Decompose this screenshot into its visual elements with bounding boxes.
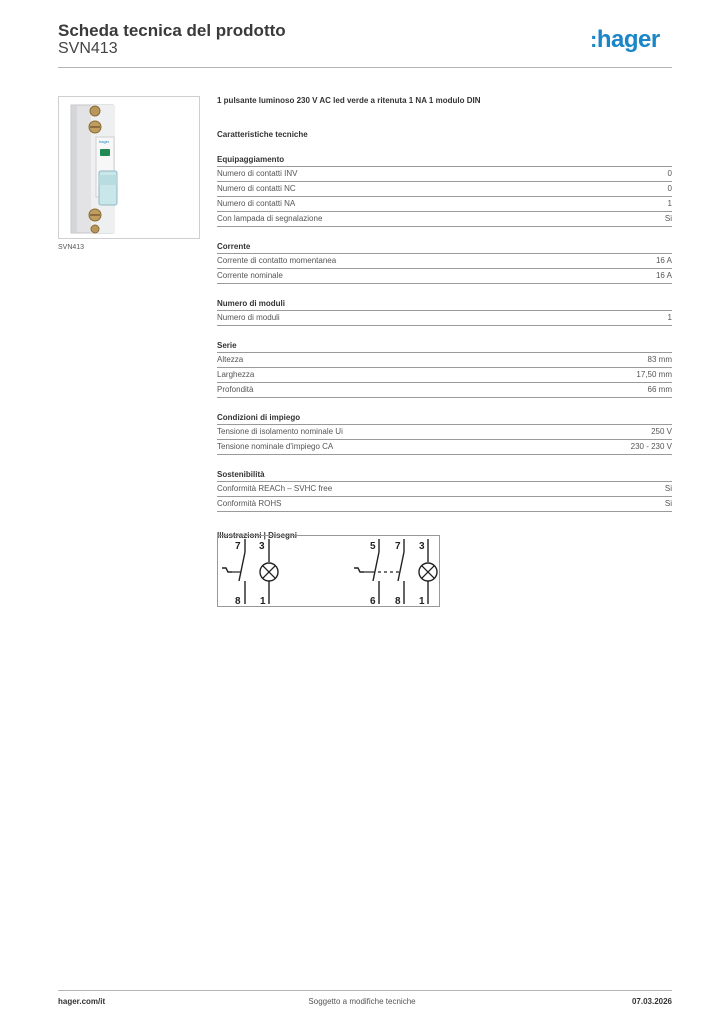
spec-row [217, 383, 672, 398]
spec-value: 83 mm [647, 355, 672, 364]
spec-label: Con lampada di segnalazione [217, 214, 323, 223]
spec-value: 66 mm [647, 385, 672, 394]
terminal-label: 3 [419, 541, 425, 552]
spec-section-equipaggiamento [217, 154, 672, 227]
spec-row [217, 425, 672, 440]
spec-row [217, 497, 672, 512]
terminal-label: 7 [395, 541, 401, 552]
spec-value: 1 [667, 313, 672, 322]
footer-date: 07.03.2026 [631, 997, 672, 1006]
terminal-label: 8 [235, 596, 241, 606]
header-divider [58, 67, 672, 68]
terminal-label: 1 [419, 596, 425, 606]
spec-value: 16 A [655, 256, 672, 265]
product-description: 1 pulsante luminoso 230 V AC led verde a ritenuta 1 NA 1 modulo DIN [217, 96, 481, 105]
spec-label: Tensione nominale d'impiego CA [217, 442, 334, 451]
spec-section-corrente [217, 241, 672, 284]
terminal-label: 8 [395, 596, 401, 606]
spec-section-serie [217, 340, 672, 398]
spec-row [217, 269, 672, 284]
photo-caption: SVN413 [58, 244, 85, 251]
spec-value: 0 [667, 184, 672, 193]
terminal-label: 6 [370, 596, 376, 606]
product-image [58, 96, 200, 239]
wiring-diagram [217, 535, 440, 607]
page-title: Scheda tecnica del prodotto [58, 21, 286, 40]
spec-label: Numero di contatti NC [217, 184, 296, 193]
spec-row [217, 353, 672, 368]
spec-row [217, 482, 672, 497]
spec-row [217, 197, 672, 212]
spec-section-sostenibilita [217, 469, 672, 512]
spec-row [217, 254, 672, 269]
brand-logo[interactable]: :hager [590, 26, 660, 53]
spec-label: Numero di moduli [217, 313, 280, 322]
tech-characteristics-heading: Caratteristiche tecniche [217, 130, 308, 139]
footer-note: Soggetto a modifiche tecniche [308, 997, 416, 1006]
spec-content [217, 95, 672, 542]
spec-label: Altezza [217, 355, 244, 364]
section-title: Corrente [217, 241, 672, 254]
spec-label: Corrente di contatto momentanea [217, 256, 337, 265]
spec-label: Profondità [217, 385, 254, 394]
spec-label: Numero di contatti INV [217, 169, 298, 178]
spec-value: 17,50 mm [636, 370, 672, 379]
section-title: Equipaggiamento [217, 154, 672, 167]
spec-label: Corrente nominale [217, 271, 283, 280]
footer-divider [58, 990, 672, 991]
wiring-diagram-svg [218, 536, 439, 606]
spec-value: Si [664, 484, 672, 493]
spec-value: Si [664, 214, 672, 223]
spec-value: 230 - 230 V [630, 442, 672, 451]
spec-row [217, 212, 672, 227]
product-code: SVN413 [58, 40, 118, 57]
spec-row [217, 311, 672, 326]
section-title: Serie [217, 340, 672, 353]
spec-value: 250 V [651, 427, 672, 436]
spec-value: Si [664, 499, 672, 508]
spec-value: 0 [667, 169, 672, 178]
terminal-label: 1 [260, 596, 266, 606]
spec-row [217, 167, 672, 182]
spec-value: 16 A [655, 271, 672, 280]
terminal-label: 7 [235, 541, 241, 552]
spec-label: Numero di contatti NA [217, 199, 296, 208]
spec-label: Larghezza [217, 370, 255, 379]
spec-label: Tensione di isolamento nominale Ui [217, 427, 343, 436]
spec-section-condizioni [217, 412, 672, 455]
spec-row [217, 182, 672, 197]
pushbutton-illustration [59, 97, 199, 238]
illustrations-heading: Illustrazioni | Disegni [217, 531, 298, 540]
spec-section-moduli [217, 298, 672, 326]
spec-row [217, 440, 672, 455]
section-title: Numero di moduli [217, 298, 672, 311]
spec-row [217, 368, 672, 383]
section-title: Sostenibilità [217, 469, 672, 482]
terminal-label: 5 [370, 541, 376, 552]
spec-label: Conformità REACh – SVHC free [217, 484, 333, 493]
section-title: Condizioni di impiego [217, 412, 672, 425]
terminal-label: 3 [259, 541, 265, 552]
spec-value: 1 [667, 199, 672, 208]
spec-label: Conformità ROHS [217, 499, 282, 508]
svg-text:hager: hager [99, 139, 110, 144]
footer-website-link[interactable]: hager.com/it [58, 997, 106, 1006]
